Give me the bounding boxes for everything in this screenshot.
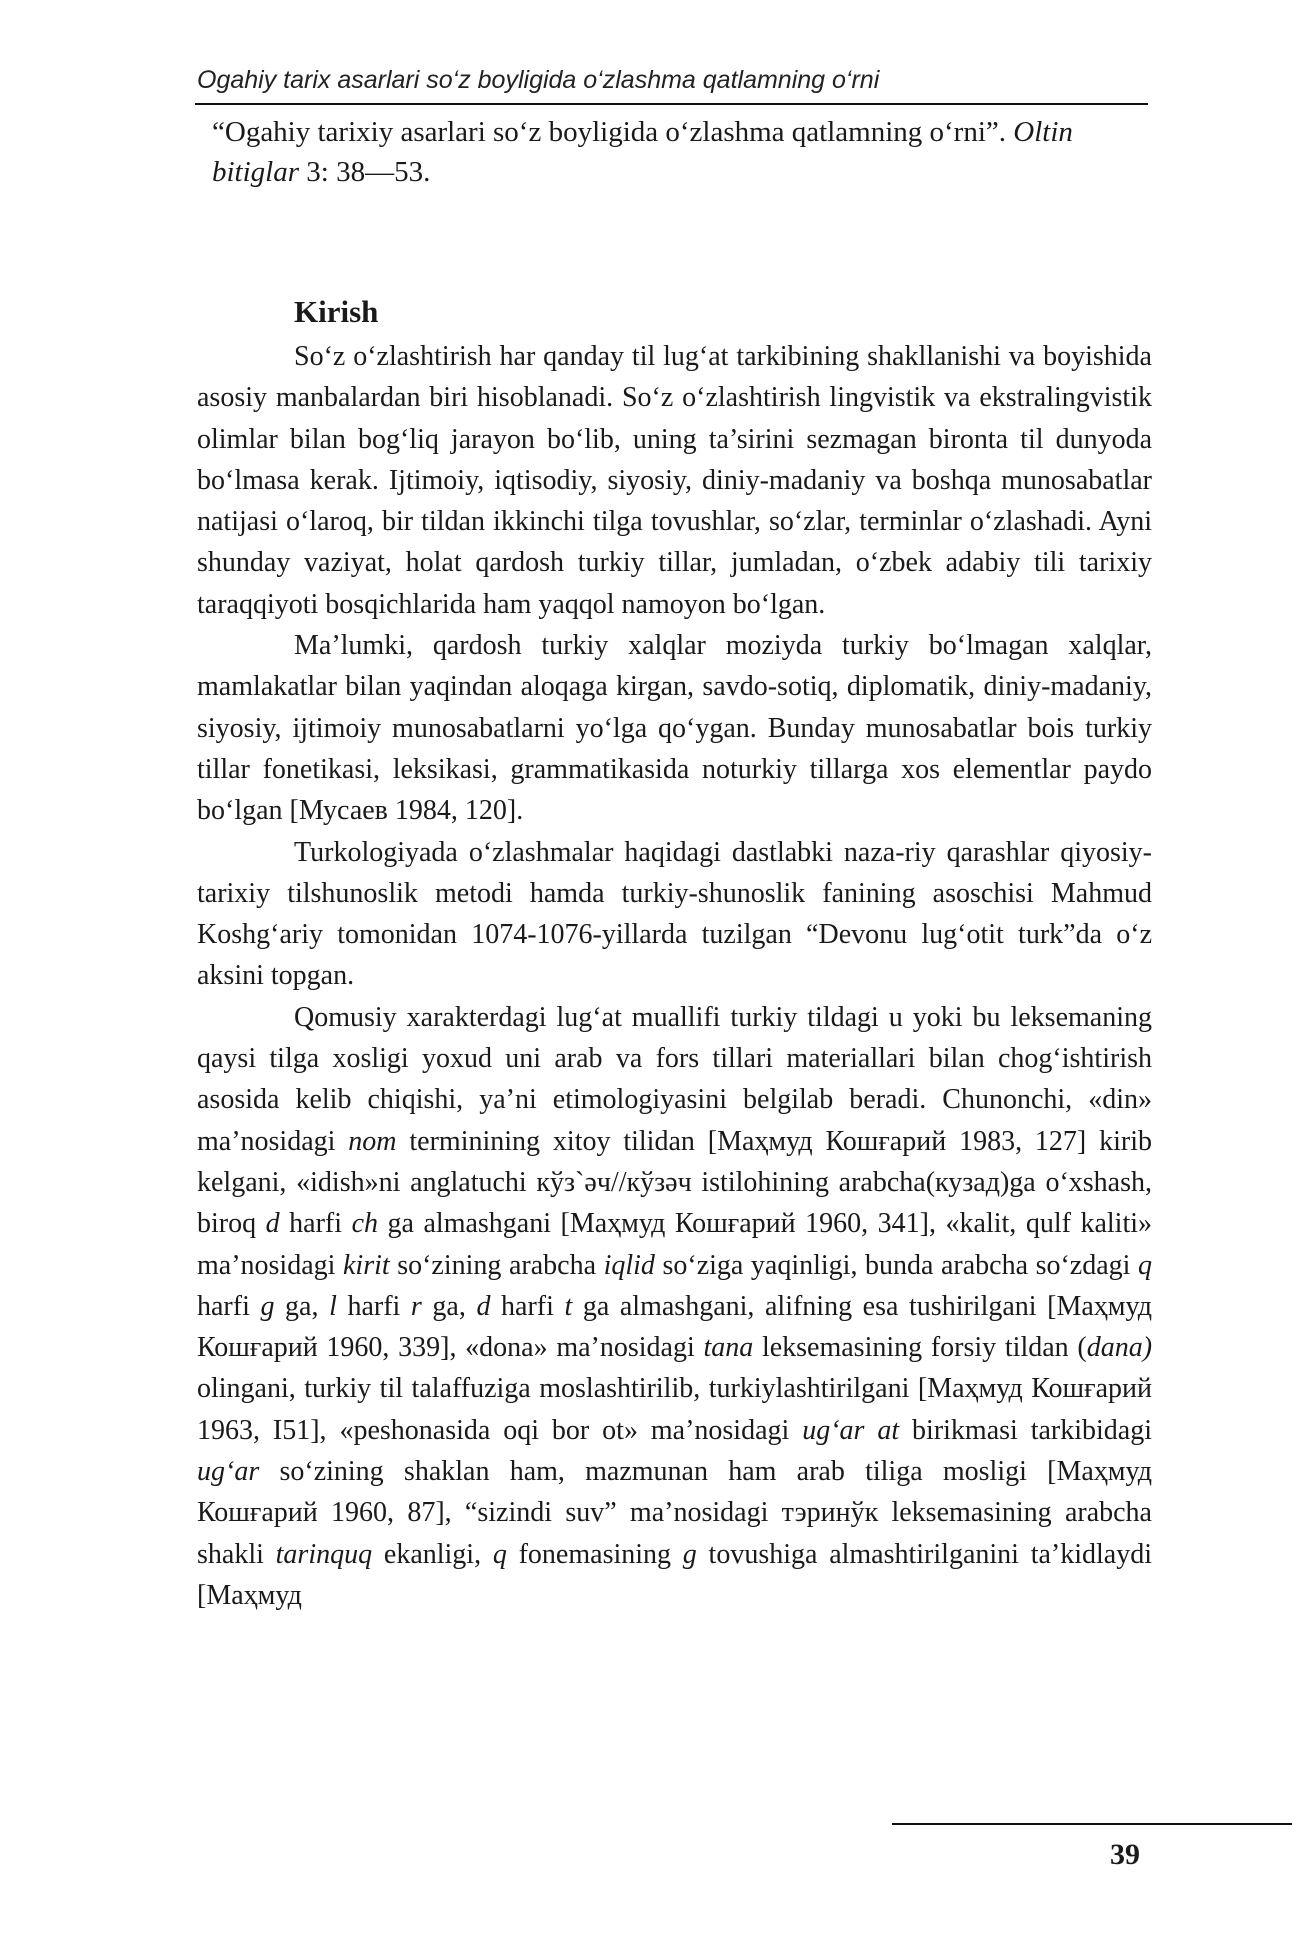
text-run: ga, — [421, 1290, 477, 1322]
text-run: harfi — [279, 1208, 352, 1240]
italic-term: iqlid — [603, 1249, 655, 1281]
paragraph — [197, 336, 1152, 625]
citation-journal: Oltin bitiglar — [212, 116, 1073, 188]
paragraph — [197, 832, 1152, 997]
text-run: ga almashgani, alifning esa tushirilgani [Маҳмуд Кошғарий 1960, 339], «dona» ma’nosidagi — [197, 1290, 1153, 1364]
italic-term: q — [492, 1538, 507, 1570]
italic-term: ug‘ar — [197, 1456, 260, 1488]
text-run: so‘zining shaklan ham, mazmunan ham arab tiliga mosligi [Маҳмуд Кошғарий 1960, 87], “sizindi suv” ma’nosidagi тэринўк leksemasining arabcha shakli — [197, 1456, 1152, 1570]
running-head: Ogahiy tarix asarlari so‘z boyligida o‘zlashma qatlamning o‘rni — [197, 66, 880, 94]
italic-term: g — [260, 1290, 275, 1322]
italic-term: q — [1138, 1249, 1152, 1281]
text-run: so‘ziga yaqinligi, bunda arabcha so‘zdagi — [654, 1249, 1138, 1281]
paragraph — [197, 625, 1152, 831]
footer-rule — [892, 1823, 1292, 1825]
text-run: Qomusiy xarakterdagi lug‘at muallifi turkiy tildagi u yoki bu leksemaning qaysi tilga xosligi yoxud uni arab va fors tillari materiallari bilan chog‘ishtirish asosida kelib chiqishi, ya’ni etimologiyasini belgilab beradi. Chunonchi, «din» ma’nosidagi — [197, 1001, 1152, 1157]
text-run: ga almashgani [Маҳмуд Кошғарий 1960, 341], «kalit, qulf kaliti» ma’nosidagi — [197, 1208, 1153, 1281]
text-run: Turkologiyada o‘zlashmalar haqidagi dastlabki naza-riy qarashlar qiyosiy-tarixiy tilshunoslik metodi hamda turkiy-shunoslik fanining asoschisi Mahmud Koshg‘ariy tomonidan 1074-1076-yillarda tuzilgan “Devonu lug‘otit turk”da o‘z aksini topgan. — [197, 836, 1152, 992]
italic-term: kirit — [342, 1249, 390, 1281]
text-run: harfi — [336, 1290, 411, 1322]
italic-term: d — [265, 1208, 280, 1240]
italic-term: tana — [703, 1332, 754, 1364]
text-run: So‘z o‘zlashtirish har qanday til lug‘at tarkibining shakllanishi va boyishida asosiy manbalardan biri hisoblanadi. So‘z o‘zlashtirish lingvistik va ekstralingvistik olimlar bilan bog‘liq jarayon bo‘lib, uning ta’sirini sezmagan bironta til dunyoda bo‘lmasa kerak. Ijtimoiy, iqtisodiy, siyosiy, diniy-madaniy va boshqa munosabatlar natijasi o‘laroq, bir tildan ikkinchi tilga tovushlar, so‘zlar, terminlar o‘zlashadi. Ayni shunday vaziyat, holat qardosh turkiy tillar, jumladan, o‘zbek adabiy tili tarixiy taraqqiyoti bosqichlarida ham yaqqol namoyon bo‘lgan. — [197, 341, 1152, 620]
body-text — [197, 336, 1152, 1616]
text-run: leksemasining forsiy tildan ( — [753, 1332, 1087, 1364]
italic-term: ug‘ar at — [802, 1414, 900, 1446]
page-number: 39 — [1110, 1838, 1140, 1871]
text-run: ekanligi, — [372, 1538, 493, 1570]
text-run: birikmasi tarkibidagi — [899, 1414, 1153, 1446]
italic-term: d — [476, 1290, 491, 1322]
text-run: olingani, turkiy til talaffuziga moslashtirilib, turkiylashtirilgani [Маҳмуд Кошғарий 1963, I51], «peshonasida oqi bor ot» ma’nosidagi — [197, 1373, 1152, 1446]
italic-term: r — [410, 1290, 422, 1322]
italic-term: nom — [348, 1125, 397, 1157]
text-run: harfi — [197, 1290, 261, 1322]
citation-text: “Ogahiy tarixiy asarlari so‘z boyligida o‘zlashma qatlamning o‘rni”. — [212, 116, 1007, 148]
citation — [212, 112, 1142, 192]
text-run: Ma’lumki, qardosh turkiy xalqlar moziyda turkiy bo‘lmagan xalqlar, mamlakatlar bilan yaqindan aloqaga kirgan, savdo-sotiq, diplomatik, diniy-madaniy, siyosiy, ijtimoiy munosabatlarni yo‘lga qo‘ygan. Bunday munosabatlar bois turkiy tillar fonetikasi, leksikasi, grammatikasida noturkiy tillarga xos elementlar paydo bo‘lgan [Мусаев 1984, 120]. — [197, 630, 1152, 827]
italic-term: l — [329, 1290, 337, 1322]
italic-term: tarinquq — [275, 1538, 373, 1570]
text-run: ga, — [274, 1290, 330, 1322]
text-run: terminining xitoy tilidan [Маҳмуд Кошғарий 1983, 127] kirib kelgani, «idish»ni anglatuchi кўз`әч//кўзәч istilohining arabcha(кузад)ga o‘xshash, biroq — [197, 1125, 1153, 1240]
header-rule — [195, 103, 1148, 105]
text-run: harfi — [490, 1290, 565, 1322]
italic-term: dana) — [1086, 1332, 1153, 1364]
text-run: tovushiga almashtirilganini ta’kidlaydi [Маҳмуд — [197, 1538, 1152, 1611]
italic-term: g — [682, 1538, 697, 1570]
section-heading: Kirish — [294, 294, 379, 329]
paragraph — [197, 997, 1152, 1616]
citation-pages: 3: 38—53. — [299, 156, 431, 188]
text-run: so‘zining arabcha — [389, 1249, 604, 1281]
italic-term: ch — [351, 1208, 378, 1240]
italic-term: t — [564, 1290, 573, 1322]
text-run: fonemasining — [506, 1538, 683, 1570]
